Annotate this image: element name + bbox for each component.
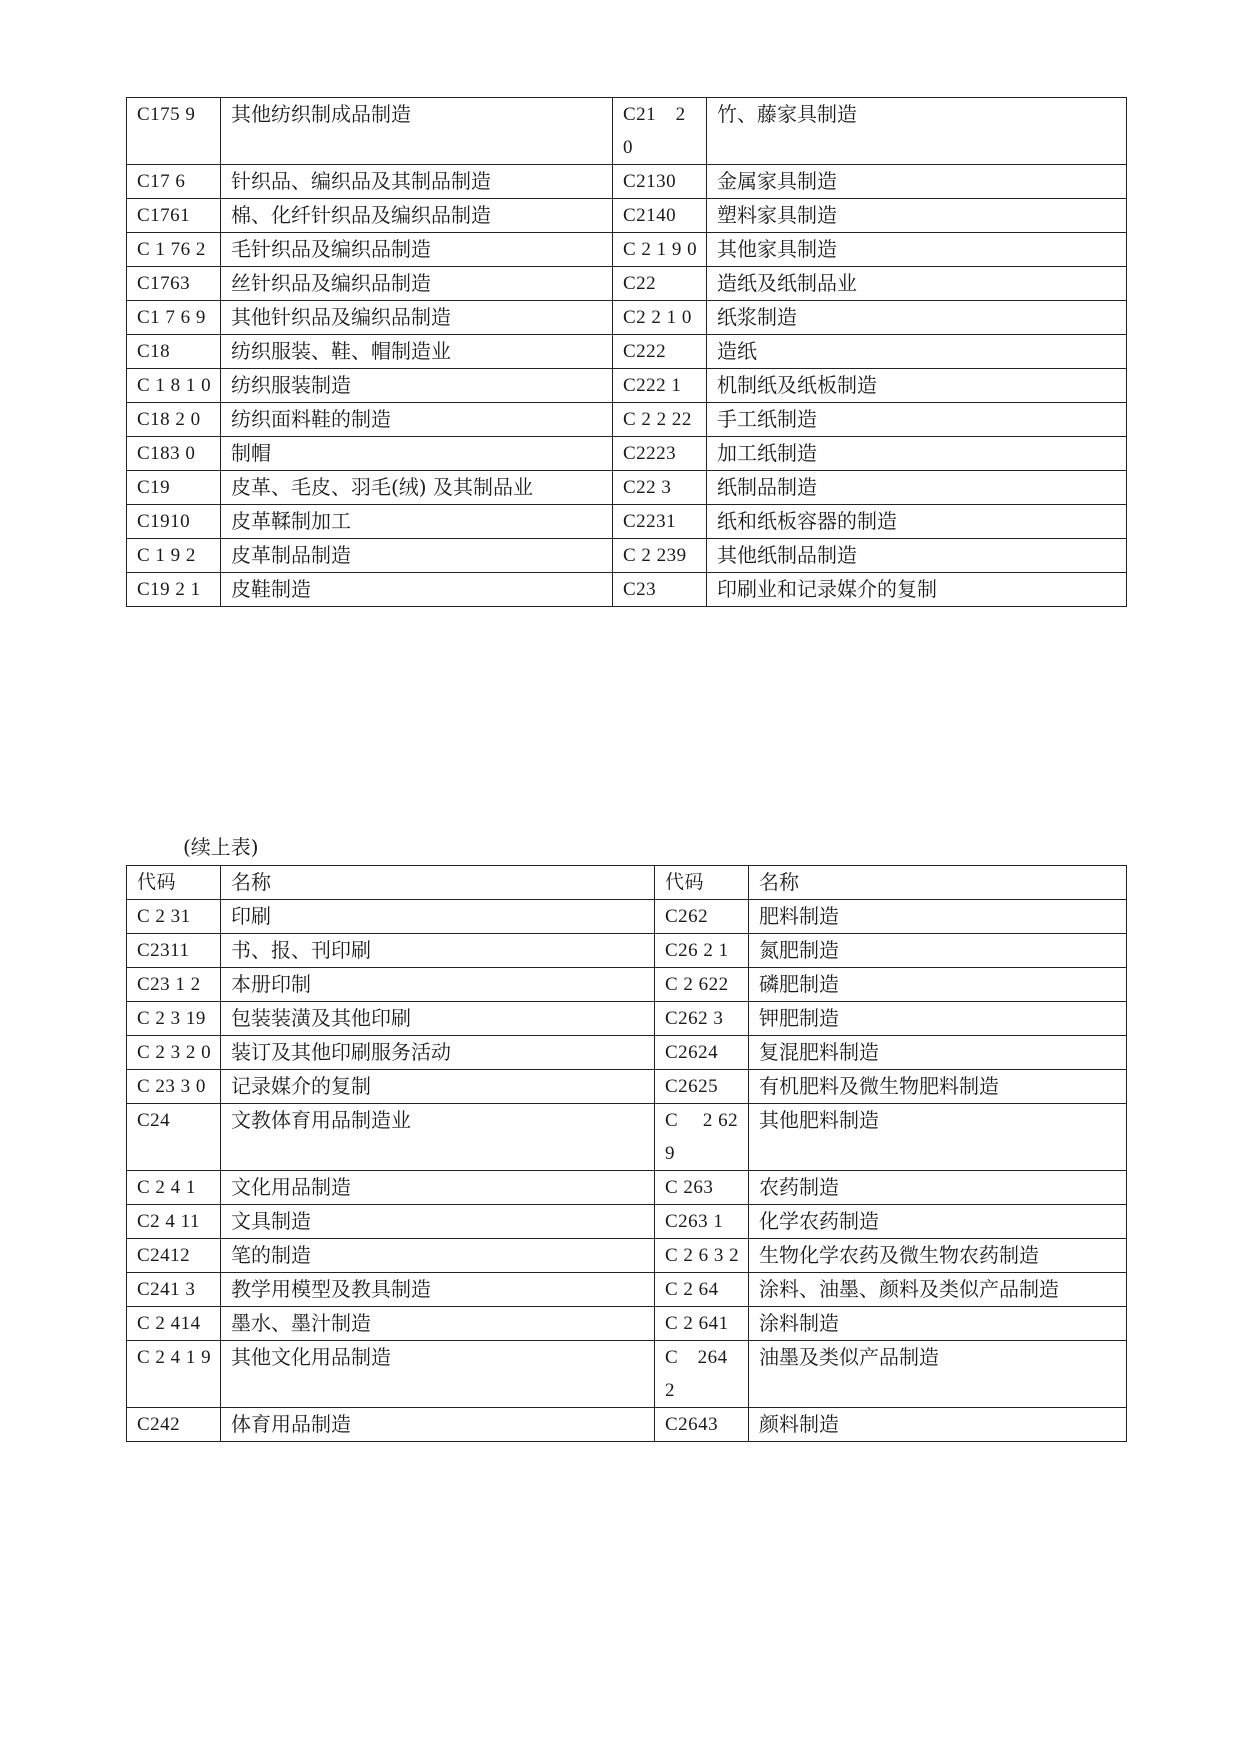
table-row (127, 1408, 1127, 1442)
name-cell: 毛针织品及编织品制造 (221, 233, 613, 267)
name-cell: 棉、化纤针织品及编织品制造 (221, 199, 613, 233)
name-cell: 氮肥制造 (749, 934, 1127, 968)
table-row (127, 1307, 1127, 1341)
name-cell: 纸制品制造 (707, 471, 1127, 505)
name-cell: 其他纸制品制造 (707, 539, 1127, 573)
name-cell: 生物化学农药及微生物农药制造 (749, 1239, 1127, 1273)
name-cell: 纸浆制造 (707, 301, 1127, 335)
table-1-body (127, 98, 1127, 607)
name-cell: 包装装潢及其他印刷 (221, 1002, 655, 1036)
header-name-right: 名称 (749, 866, 1127, 900)
code-cell: C18 2 0 (127, 403, 221, 437)
table-row (127, 98, 1127, 165)
name-cell: 其他家具制造 (707, 233, 1127, 267)
name-cell: 皮革鞣制加工 (221, 505, 613, 539)
table-row (127, 505, 1127, 539)
code-cell: C 2 4 1 (127, 1171, 221, 1205)
table-row (127, 267, 1127, 301)
name-cell: 涂料、油墨、颜料及类似产品制造 (749, 1273, 1127, 1307)
table-row (127, 573, 1127, 607)
table-row (127, 934, 1127, 968)
table-row (127, 1171, 1127, 1205)
name-cell: 其他肥料制造 (749, 1104, 1127, 1171)
code-cell: C 2 641 (655, 1307, 749, 1341)
name-cell: 体育用品制造 (221, 1408, 655, 1442)
code-cell: C19 2 1 (127, 573, 221, 607)
name-cell: 纺织服装、鞋、帽制造业 (221, 335, 613, 369)
name-cell: 纺织面料鞋的制造 (221, 403, 613, 437)
name-cell: 造纸及纸制品业 (707, 267, 1127, 301)
code-cell: C 2 4 1 9 (127, 1341, 221, 1408)
code-cell: C 2 1 9 0 (613, 233, 707, 267)
code-cell: C1761 (127, 199, 221, 233)
name-cell: 文教体育用品制造业 (221, 1104, 655, 1171)
code-cell: C21 2 0 (613, 98, 707, 165)
table-row (127, 437, 1127, 471)
header-row (127, 866, 1127, 900)
code-cell: C1763 (127, 267, 221, 301)
table-row (127, 1070, 1127, 1104)
table-row (127, 301, 1127, 335)
code-cell: C183 0 (127, 437, 221, 471)
code-cell: C262 3 (655, 1002, 749, 1036)
code-cell: C 263 (655, 1171, 749, 1205)
code-cell: C2643 (655, 1408, 749, 1442)
table-row (127, 1205, 1127, 1239)
name-cell: 书、报、刊印刷 (221, 934, 655, 968)
name-cell: 钾肥制造 (749, 1002, 1127, 1036)
name-cell: 涂料制造 (749, 1307, 1127, 1341)
code-cell: C2223 (613, 437, 707, 471)
code-cell: C2 2 1 0 (613, 301, 707, 335)
table-row (127, 1036, 1127, 1070)
name-cell: 造纸 (707, 335, 1127, 369)
industry-code-table-2 (126, 865, 1127, 1442)
code-cell: C 264 2 (655, 1341, 749, 1408)
code-cell: C2624 (655, 1036, 749, 1070)
name-cell: 磷肥制造 (749, 968, 1127, 1002)
table-row (127, 1341, 1127, 1408)
table-row (127, 1002, 1127, 1036)
code-cell: C2625 (655, 1070, 749, 1104)
name-cell: 其他文化用品制造 (221, 1341, 655, 1408)
code-cell: C 2 239 (613, 539, 707, 573)
name-cell: 文具制造 (221, 1205, 655, 1239)
table-2-header (127, 866, 1127, 900)
code-cell: C22 3 (613, 471, 707, 505)
code-cell: C242 (127, 1408, 221, 1442)
name-cell: 记录媒介的复制 (221, 1070, 655, 1104)
code-cell: C241 3 (127, 1273, 221, 1307)
name-cell: 装订及其他印刷服务活动 (221, 1036, 655, 1070)
table-row (127, 539, 1127, 573)
name-cell: 其他针织品及编织品制造 (221, 301, 613, 335)
name-cell: 肥料制造 (749, 900, 1127, 934)
code-cell: C19 (127, 471, 221, 505)
continuation-caption: (续上表) (183, 835, 259, 859)
code-cell: C2140 (613, 199, 707, 233)
code-cell: C262 (655, 900, 749, 934)
name-cell: 文化用品制造 (221, 1171, 655, 1205)
code-cell: C17 6 (127, 165, 221, 199)
name-cell: 本册印制 (221, 968, 655, 1002)
code-cell: C2231 (613, 505, 707, 539)
name-cell: 制帽 (221, 437, 613, 471)
name-cell: 皮鞋制造 (221, 573, 613, 607)
name-cell: 印刷 (221, 900, 655, 934)
table-row (127, 471, 1127, 505)
code-cell: C1910 (127, 505, 221, 539)
code-cell: C2130 (613, 165, 707, 199)
code-cell: C 2 629 (655, 1104, 749, 1171)
name-cell: 教学用模型及教具制造 (221, 1273, 655, 1307)
code-cell: C 1 9 2 (127, 539, 221, 573)
table-row (127, 1239, 1127, 1273)
code-cell: C 2 622 (655, 968, 749, 1002)
name-cell: 机制纸及纸板制造 (707, 369, 1127, 403)
code-cell: C175 9 (127, 98, 221, 165)
code-cell: C 2 3 2 0 (127, 1036, 221, 1070)
code-cell: C 1 8 1 0 (127, 369, 221, 403)
table-row (127, 1273, 1127, 1307)
code-cell: C2 4 11 (127, 1205, 221, 1239)
name-cell: 笔的制造 (221, 1239, 655, 1273)
name-cell: 针织品、编织品及其制品制造 (221, 165, 613, 199)
code-cell: C 2 2 22 (613, 403, 707, 437)
table-row (127, 369, 1127, 403)
name-cell: 纸和纸板容器的制造 (707, 505, 1127, 539)
code-cell: C26 2 1 (655, 934, 749, 968)
code-cell: C22 (613, 267, 707, 301)
code-cell: C 2 31 (127, 900, 221, 934)
code-cell: C 2 414 (127, 1307, 221, 1341)
code-cell: C 23 3 0 (127, 1070, 221, 1104)
code-cell: C 2 3 19 (127, 1002, 221, 1036)
table-row (127, 403, 1127, 437)
table-row (127, 968, 1127, 1002)
name-cell: 丝针织品及编织品制造 (221, 267, 613, 301)
code-cell: C222 (613, 335, 707, 369)
name-cell: 化学农药制造 (749, 1205, 1127, 1239)
code-cell: C24 (127, 1104, 221, 1171)
table-row (127, 199, 1127, 233)
code-cell: C2412 (127, 1239, 221, 1273)
name-cell: 纺织服装制造 (221, 369, 613, 403)
name-cell: 其他纺织制成品制造 (221, 98, 613, 165)
code-cell: C23 (613, 573, 707, 607)
header-code-left: 代码 (127, 866, 221, 900)
header-code-right: 代码 (655, 866, 749, 900)
industry-code-table-1 (126, 97, 1127, 607)
name-cell: 塑料家具制造 (707, 199, 1127, 233)
name-cell: 有机肥料及微生物肥料制造 (749, 1070, 1127, 1104)
name-cell: 金属家具制造 (707, 165, 1127, 199)
code-cell: C 2 6 3 2 (655, 1239, 749, 1273)
name-cell: 农药制造 (749, 1171, 1127, 1205)
code-cell: C222 1 (613, 369, 707, 403)
name-cell: 皮革制品制造 (221, 539, 613, 573)
header-name-left: 名称 (221, 866, 655, 900)
code-cell: C 1 76 2 (127, 233, 221, 267)
table-row (127, 1104, 1127, 1171)
name-cell: 皮革、毛皮、羽毛(绒) 及其制品业 (221, 471, 613, 505)
code-cell: C 2 64 (655, 1273, 749, 1307)
table-2-body (127, 900, 1127, 1442)
table-row (127, 233, 1127, 267)
table-row (127, 900, 1127, 934)
code-cell: C1 7 6 9 (127, 301, 221, 335)
name-cell: 油墨及类似产品制造 (749, 1341, 1127, 1408)
name-cell: 加工纸制造 (707, 437, 1127, 471)
name-cell: 颜料制造 (749, 1408, 1127, 1442)
table-row (127, 165, 1127, 199)
name-cell: 手工纸制造 (707, 403, 1127, 437)
table-row (127, 335, 1127, 369)
name-cell: 墨水、墨汁制造 (221, 1307, 655, 1341)
code-cell: C18 (127, 335, 221, 369)
code-cell: C2311 (127, 934, 221, 968)
code-cell: C23 1 2 (127, 968, 221, 1002)
name-cell: 竹、藤家具制造 (707, 98, 1127, 165)
name-cell: 印刷业和记录媒介的复制 (707, 573, 1127, 607)
code-cell: C263 1 (655, 1205, 749, 1239)
name-cell: 复混肥料制造 (749, 1036, 1127, 1070)
